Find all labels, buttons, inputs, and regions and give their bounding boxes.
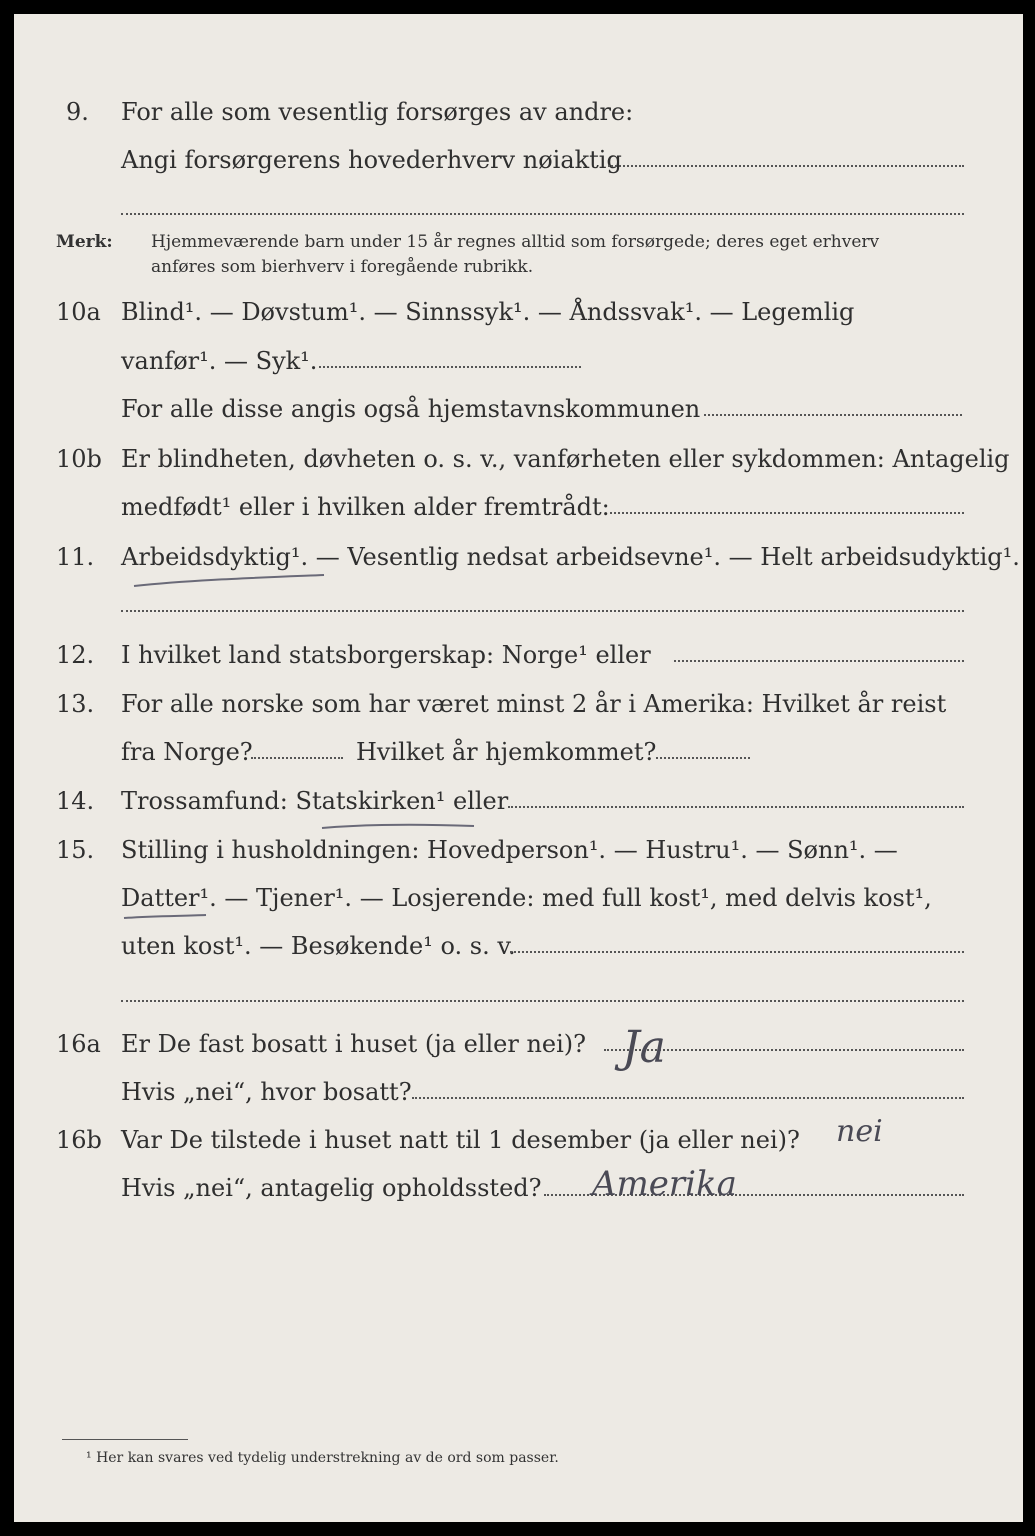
q15-underline-mark — [121, 910, 211, 924]
q10b-line2: medfødt¹ eller i hvilken alder fremtrådt: — [121, 493, 610, 521]
q16b-handwritten-answer-2: Amerika — [592, 1164, 737, 1204]
q11-line1: Arbeidsdyktig¹. — Vesentlig nedsat arbeidsevne¹. — Helt arbeidsudyktig¹. — [121, 543, 1020, 571]
q11-underline-mark — [129, 570, 329, 594]
q10a-number: 10a — [56, 298, 101, 326]
q13-year-returned-line — [656, 757, 750, 759]
q13-number: 13. — [56, 690, 95, 718]
q14-answer-line — [508, 806, 964, 808]
q10b-line1: Er blindheten, døvheten o. s. v., vanførheten eller sykdommen: Antagelig — [121, 445, 1010, 473]
q10a-answer-line — [319, 366, 581, 368]
q10b-number: 10b — [56, 445, 102, 473]
q15-line3: uten kost¹. — Besøkende¹ o. s. v. — [121, 932, 516, 960]
footnote: ¹ Her kan svares ved tydelig understrekning av de ord som passer. — [86, 1450, 559, 1466]
q12-line1: I hvilket land statsborgerskap: Norge¹ eller — [121, 641, 651, 669]
q16a-line2: Hvis „nei“, hvor bosatt? — [121, 1078, 412, 1106]
q9-line2: Angi forsørgerens hovederhverv nøiaktig — [121, 146, 622, 174]
q16b-number: 16b — [56, 1126, 102, 1154]
q10a-line2: vanfør¹. — Syk¹. — [121, 347, 318, 375]
q12-number: 12. — [56, 641, 95, 669]
census-form-page — [14, 14, 1023, 1522]
q14-number: 14. — [56, 787, 95, 815]
q16b-handwritten-answer-1: nei — [836, 1114, 883, 1149]
q10a-line1: Blind¹. — Døvstum¹. — Sinnssyk¹. — Åndssvak¹. — Legemlig — [121, 298, 855, 326]
footnote-rule — [62, 1439, 188, 1440]
q9-number: 9. — [66, 98, 89, 126]
q9-answer-line-2 — [121, 213, 964, 215]
merk-line1: Hjemmeværende barn under 15 år regnes alltid som forsørgede; deres eget erhverv — [151, 232, 880, 252]
q10a-line3: For alle disse angis også hjemstavnskommunen — [121, 395, 701, 423]
merk-label: Merk: — [56, 232, 113, 252]
q16a-number: 16a — [56, 1030, 101, 1058]
q9-line1: For alle som vesentlig forsørges av andre: — [121, 98, 634, 126]
q16b-line2: Hvis „nei“, antagelig opholdssted? — [121, 1174, 542, 1202]
q13-line1: For alle norske som har været minst 2 år i Amerika: Hvilket år reist — [121, 690, 947, 718]
q15-answer-line — [510, 951, 964, 953]
q13-line2b: Hvilket år hjemkommet? — [356, 738, 657, 766]
q16b-line1: Var De tilstede i huset natt til 1 desember (ja eller nei)? — [121, 1126, 800, 1154]
q16a-answer-line-2 — [412, 1097, 964, 1099]
q12-answer-line — [674, 660, 964, 662]
q15-line2: Datter¹. — Tjener¹. — Losjerende: med full kost¹, med delvis kost¹, — [121, 884, 932, 912]
q14-underline-mark — [319, 818, 479, 834]
q15-number: 15. — [56, 836, 95, 864]
q11-number: 11. — [56, 543, 95, 571]
q9-answer-line — [608, 165, 964, 167]
q15-line1: Stilling i husholdningen: Hovedperson¹. — Hustru¹. — Sønn¹. — — [121, 836, 898, 864]
q15-answer-line-2 — [121, 1000, 964, 1002]
q11-answer-line — [121, 610, 964, 612]
q16a-line1: Er De fast bosatt i huset (ja eller nei)? — [121, 1030, 587, 1058]
q13-line2a: fra Norge? — [121, 738, 253, 766]
merk-line2: anføres som bierhverv i foregående rubrikk. — [151, 257, 534, 277]
q14-line1: Trossamfund: Statskirken¹ eller — [121, 787, 509, 815]
q10a-answer-line-2 — [704, 414, 962, 416]
q13-year-left-line — [251, 757, 343, 759]
q16a-handwritten-answer: Ja — [622, 1022, 666, 1073]
q10b-answer-line — [610, 512, 964, 514]
